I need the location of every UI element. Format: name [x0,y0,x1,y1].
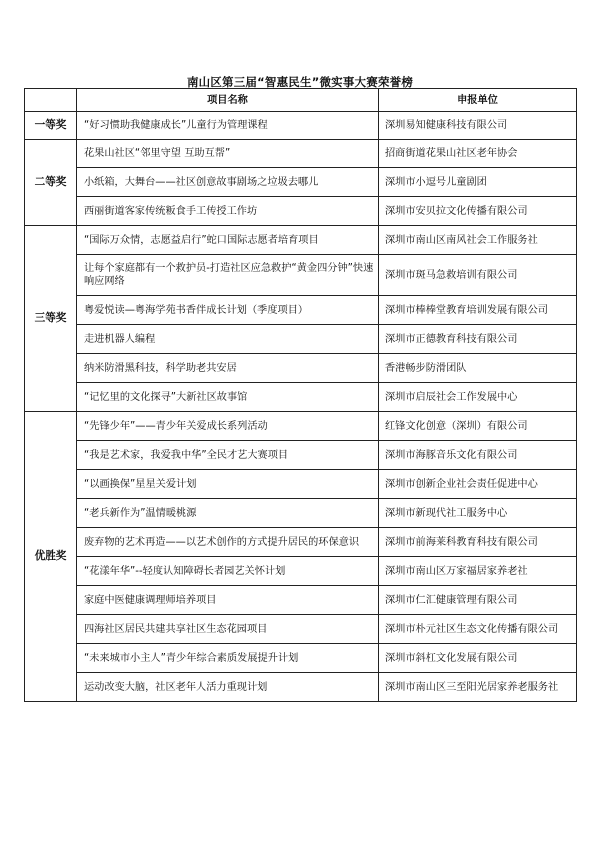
table-row [25,528,577,557]
project-name-cell: 废弃物的艺术再造——以艺术创作的方式提升居民的环保意识 [77,528,379,557]
table-row [25,325,577,354]
applicant-unit-cell: 深圳市安贝拉文化传播有限公司 [379,197,577,226]
applicant-unit-cell: 深圳易知健康科技有限公司 [379,112,577,140]
header-project-name: 项目名称 [77,89,379,112]
applicant-unit-cell: 深圳市正德教育科技有限公司 [379,325,577,354]
table-row [25,226,577,255]
header-applicant-unit: 申报单位 [379,89,577,112]
project-name-cell: 粤爱悦读—粤海学苑书香伴成长计划（季度项目） [77,296,379,325]
project-name-cell: 小纸箱，大舞台——社区创意故事剧场之垃圾去哪儿 [77,168,379,197]
table-header-row [25,89,577,112]
project-name-cell: “记忆里的文化探寻”大新社区故事馆 [77,383,379,412]
table-row [25,470,577,499]
table-row [25,673,577,702]
project-name-cell: 西丽街道客家传统粄食手工传授工作坊 [77,197,379,226]
applicant-unit-cell: 深圳市启辰社会工作发展中心 [379,383,577,412]
table-row [25,255,577,296]
document-title: 南山区第三届“智惠民生”微实事大赛荣誉榜 [186,75,414,89]
project-name-cell: 花果山社区“邻里守望 互助互帮” [77,140,379,168]
project-name-cell: “国际万众情，志愿益启行”蛇口国际志愿者培育项目 [77,226,379,255]
applicant-unit-cell: 香港畅步防滑团队 [379,354,577,383]
project-name-cell: “好习惯助我健康成长”儿童行为管理课程 [77,112,379,140]
applicant-unit-cell: 深圳市仁汇健康管理有限公司 [379,586,577,615]
project-name-cell: 纳米防滑黑科技，科学助老共安居 [77,354,379,383]
table-row [25,557,577,586]
project-name-cell: “未来城市小主人”青少年综合素质发展提升计划 [77,644,379,673]
applicant-unit-cell: 深圳市南山区三至阳光居家养老服务社 [379,673,577,702]
project-name-cell: “老兵新作为”温情暖桃源 [77,499,379,528]
table-row [25,615,577,644]
table-row [25,197,577,226]
project-name-cell: “以画换保”星星关爱计划 [77,470,379,499]
applicant-unit-cell: 深圳市朴元社区生态文化传播有限公司 [379,615,577,644]
award-level-cell: 一等奖 [25,112,77,140]
applicant-unit-cell: 深圳市南山区万家福居家养老社 [379,557,577,586]
applicant-unit-cell: 深圳市小逗号儿童剧团 [379,168,577,197]
applicant-unit-cell: 深圳市新现代社工服务中心 [379,499,577,528]
table-row [25,168,577,197]
honor-roll-table [24,88,577,702]
applicant-unit-cell: 深圳市斜杠文化发展有限公司 [379,644,577,673]
applicant-unit-cell: 深圳市斑马急救培训有限公司 [379,255,577,296]
award-level-cell: 二等奖 [25,140,77,226]
table-row [25,296,577,325]
applicant-unit-cell: 深圳市南山区南风社会工作服务社 [379,226,577,255]
project-name-cell: 运动改变大脑，社区老年人活力重现计划 [77,673,379,702]
project-name-cell: “花漾年华”--轻度认知障碍长者园艺关怀计划 [77,557,379,586]
table-row [25,441,577,470]
applicant-unit-cell: 招商街道花果山社区老年协会 [379,140,577,168]
applicant-unit-cell: 深圳市创新企业社会责任促进中心 [379,470,577,499]
project-name-cell: “先锋少年”——青少年关爱成长系列活动 [77,412,379,441]
applicant-unit-cell: 深圳市前海莱科教育科技有限公司 [379,528,577,557]
table-row [25,499,577,528]
table-row [25,644,577,673]
applicant-unit-cell: 深圳市海豚音乐文化有限公司 [379,441,577,470]
applicant-unit-cell: 红锋文化创意（深圳）有限公司 [379,412,577,441]
table-row [25,140,577,168]
table-row [25,586,577,615]
table-row [25,412,577,441]
table-row [25,354,577,383]
applicant-unit-cell: 深圳市棒棒堂教育培训发展有限公司 [379,296,577,325]
project-name-cell: 四海社区居民共建共享社区生态花园项目 [77,615,379,644]
project-name-cell: “我是艺术家，我爱我中华”全民才艺大赛项目 [77,441,379,470]
award-level-cell: 三等奖 [25,226,77,412]
project-name-cell: 走进机器人编程 [77,325,379,354]
award-level-cell: 优胜奖 [25,412,77,702]
table-row [25,383,577,412]
header-award [25,89,77,112]
table-row [25,112,577,140]
project-name-cell: 家庭中医健康调理师培养项目 [77,586,379,615]
project-name-cell: 让每个家庭都有一个救护员-打造社区应急救护“黄金四分钟”快速响应网络 [77,255,379,296]
